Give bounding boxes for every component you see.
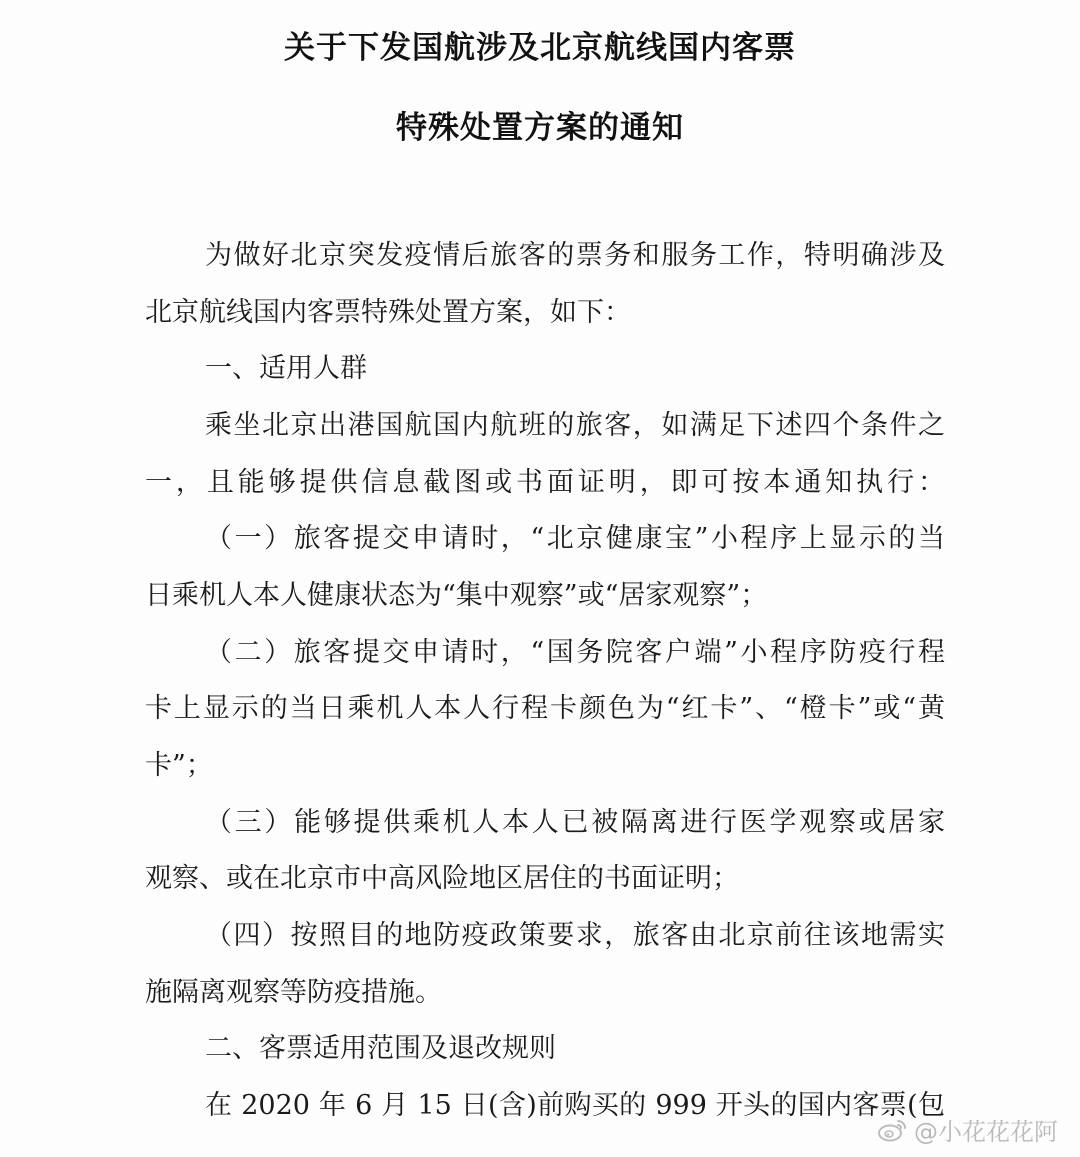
watermark [878,1112,1058,1147]
paragraph-line: 日乘机人本人健康状态为“集中观察”或“居家观察”； [145,580,768,611]
document-title-line-1: 关于下发国航涉及北京航线国内客票 [284,30,796,66]
paragraph-line: 卡”； [145,750,213,781]
document-title-line-2: 特殊处置方案的通知 [396,110,684,146]
paragraph-line: 施隔离观察等防疫措施。 [145,977,442,1008]
paragraph-line: （三）能够提供乘机人本人已被隔离进行医学观察或居家 [205,807,945,838]
section-heading: 一、适用人群 [205,353,367,384]
paragraph-line: （一）旅客提交申请时，“北京健康宝”小程序上显示的当 [205,523,945,554]
paragraph-line: （二）旅客提交申请时，“国务院客户端”小程序防疫行程 [205,637,945,668]
weibo-icon [878,1118,908,1142]
paragraph-line: 北京航线国内客票特殊处置方案，如下： [145,297,631,328]
watermark-text: @小花花花阿 [914,1118,1058,1146]
paragraph-line: 乘坐北京出港国航国内航班的旅客，如满足下述四个条件之 [205,410,945,441]
paragraph-line: （四）按照目的地防疫政策要求，旅客由北京前往该地需实 [205,920,945,951]
paragraph-line: 为做好北京突发疫情后旅客的票务和服务工作，特明确涉及 [205,240,945,271]
paragraph-line: 卡上显示的当日乘机人本人行程卡颜色为“红卡”、“橙卡”或“黄 [145,693,945,724]
paragraph-line: 在 2020 年 6 月 15 日(含)前购买的 999 开头的国内客票(包 [205,1090,945,1121]
paragraph-line: 一，且能够提供信息截图或书面证明，即可按本通知执行： [145,467,945,498]
section-heading: 二、客票适用范围及退改规则 [205,1033,556,1064]
paragraph-line: 观察、或在北京市中高风险地区居住的书面证明； [145,863,739,894]
